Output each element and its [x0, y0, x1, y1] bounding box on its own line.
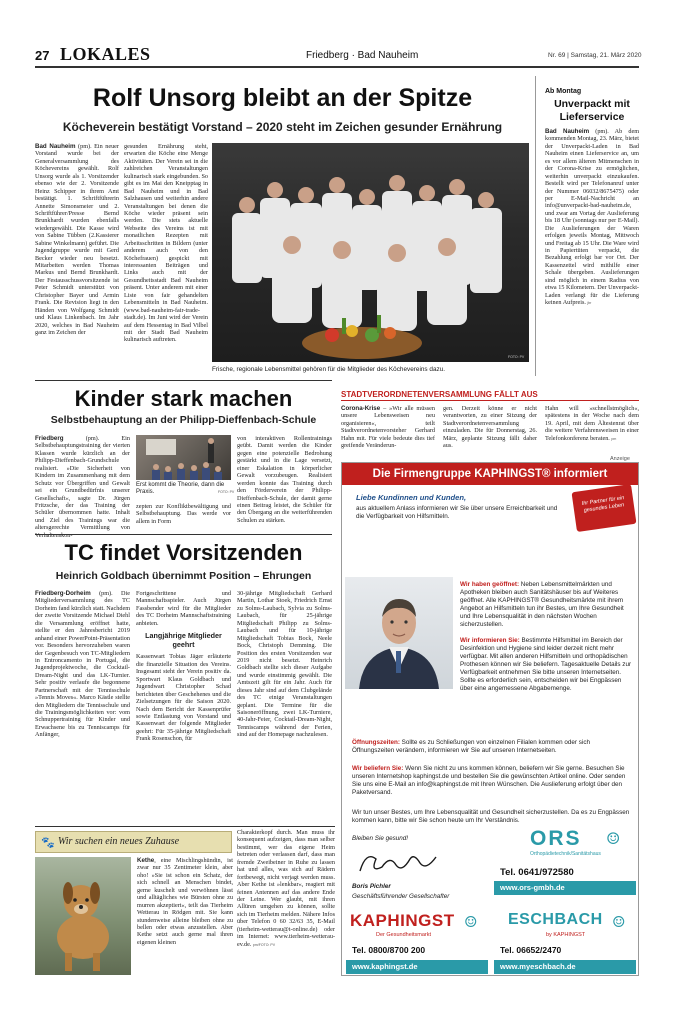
ad-signer-name: Boris Pichler: [352, 883, 391, 890]
article2-col1-text: (pm). Ein Selbstbehauptungstraining der vierten Klassen wurde kürzlich an der Philipp-Dieffenbach-Grundschule realisiert. »Die Sicherheit von Kindern im Zusammenhang mit dem Schutz vor Übergriffen und Gewalt sei ein Grundbedürfnis unserer Gesellschaft«, sagte Dr. Jürgen Fritzsche, der das Training der Schüler übernommen hatte. Inhalt und Ziel des Trainings war die altersgerechte Vermittlung von Verhaltenskon-: [35, 435, 130, 539]
ad-p2-head: Wir informieren Sie:: [460, 637, 520, 644]
article4-col2-text: gen. Derzeit könne er nicht verantworten, zu einer Sitzung der Stadtverordnetenversammlung einzuladen. Die für Donnerstag, 26. März, geplante Sitzung fällt daher aus.: [443, 405, 537, 450]
article4-col3: [545, 405, 639, 450]
ad-title-bar: [342, 463, 638, 485]
article3-dateline: Friedberg-Dorheim: [35, 590, 91, 597]
article3-top-rule: [35, 534, 332, 535]
article4-col2: [443, 405, 537, 450]
esch-web: www.myeschbach.de: [500, 962, 576, 971]
article1-col1: [35, 143, 119, 368]
ad-p2-wrap: [352, 637, 632, 693]
issue-number: Nr. 69: [548, 52, 566, 59]
pet-text1: , eine Mischlingshündin, ist zwar nur 35 Zentimeter klein, aber oho! »Sie ist schon ein Schatz, der sich schnell an Menschen bindet, gerne kuschelt und verwöhnen lässt und alltägliches wie Bürsten ohne zu murren akzeptiert«, teilt das Tierheim Wetterau in Rödgen mit. Sie kann stundenweise alleine bleiben ohne zu bellen oder etwas anzustellen. Aber Kethe setzt auch gerne mal ihren eigenen kleinen: [137, 857, 233, 946]
pet-col1: [137, 857, 233, 977]
ad-p4: [352, 765, 632, 797]
classroom-illustration: [136, 435, 231, 480]
ors-smile-icon: ☺: [606, 829, 621, 848]
article2-col2: [136, 503, 231, 528]
ad-title: Die Firmengruppe KAPHINGST® informiert: [372, 468, 608, 480]
pet-box: [35, 826, 335, 976]
article2-photo-credit: FOTO: PV: [218, 490, 235, 494]
article4-dateline: Corona-Krise: [341, 405, 381, 412]
ad-closing: Wir tun unser Bestes, um Ihre Lebensqualität und Gesundheit sicherzustellen. Da es zu Engpässen kommen kann, bitte wir Sie schon heute um Ihr Verständnis.: [352, 809, 630, 825]
esch-phone: Tel. 06652/2470: [500, 945, 562, 955]
article1-dateline: Bad Nauheim: [35, 143, 76, 150]
kap-subtitle: Der Gesundheitsmarkt: [376, 932, 432, 938]
article4-col1-text: – »Wir alle müssen unsere Lebensweisen neu organisieren«, teilt Stadtverordnetenvorsteher Gerhard Hahn mit. Für viele bedeute dies tief greifende Veränderun-: [341, 405, 435, 450]
ad-intro: aus aktuellem Anlass informieren wir Sie über unsere Erreichbarkeit und die Verfügbarkeit von Hilfsmitteln.: [356, 505, 558, 521]
sidebar-headline: Unverpackt mit Lieferservice: [554, 98, 630, 123]
article3-col1: [35, 590, 130, 822]
article2-photo-caption: Erst kommt die Theorie, dann die Praxis.: [136, 482, 225, 496]
esch-logo-text: ESCHBACH: [508, 911, 603, 928]
sidebar-dateline: Bad Nauheim: [545, 128, 590, 135]
article3-col2a-text: Fortgeschrittene und Mannschaftsspieler. Auch Jürgen Fassbender wird für die Mitglieder des TC Dorheim Mannschaftstraining anbieten.: [136, 590, 231, 627]
ad-p2-text: Bestimmte Hilfsmittel im Bereich der Desinfektion und Hygiene sind leider derzeit nicht mehr verfügbar. Mit allen anderen Hilfsmitteln und orthopädischen Prothesen können wir Sie beliefern. Tagesaktuelle Details zur Verfügbarkeit entnehmen Sie bitte unseren Internetseiten. Sollte es erforderlich sein, entscheiden wir bei Engpässen über eine angemessene Abgabemenge.: [460, 637, 632, 693]
ad-p3-head: Öffnungszeiten:: [352, 739, 400, 746]
article2-col2-text: zepten zur Konfliktbewältigung und Selbstbehauptung. Das werde vor allem in Form: [136, 503, 231, 525]
ad-label: Anzeige: [610, 456, 630, 462]
article1-photo-caption: Frische, regionale Lebensmittel gehören für die Mitglieder des Köchevereins dazu.: [212, 366, 446, 373]
sidebar-kicker: Ab Montag: [545, 88, 582, 95]
signature-icon: [356, 845, 446, 881]
ad-badge-text: Ihr Partner für ein gesundes Leben: [581, 495, 625, 514]
header-location: Friedberg · Bad Nauheim: [306, 50, 419, 61]
ad-greeting: Liebe Kundinnen und Kunden,: [356, 493, 467, 502]
kap-logo-text: KAPHINGST: [350, 911, 455, 930]
ad-p4-head: Wir beliefern Sie:: [352, 765, 404, 772]
esch-logo-block: [494, 909, 636, 943]
sidebar-divider: [535, 76, 536, 376]
kap-web-bar: [346, 960, 488, 974]
pet-photo: [35, 857, 131, 975]
article1-subheadline: Köcheverein bestätigt Vorstand – 2020 steht im Zeichen gesunder Ernährung: [62, 120, 503, 134]
ad-p1: [460, 581, 632, 629]
article2-photo: [136, 435, 231, 480]
article1-photo-credit: FOTO: PV: [508, 355, 525, 359]
article3-headline: TC findet Vorsitzenden: [64, 540, 303, 565]
article1-photo: [212, 143, 529, 362]
ors-web: www.ors-gmbh.de: [500, 883, 565, 892]
pet-banner-text: Wir suchen ein neues Zuhause: [58, 836, 180, 847]
header-issue: Nr. 69 | Samstag, 21. März 2020: [548, 52, 642, 59]
ors-logo-text: ORS: [530, 827, 582, 850]
article1-col2: [124, 143, 208, 368]
ad-regards: Bleiben Sie gesund!: [352, 835, 409, 842]
pet-banner: [35, 831, 232, 853]
sidebar-credit: jbr: [587, 301, 592, 306]
ors-subtitle: Orthopädietechnik/Sanitätshaus: [530, 851, 601, 857]
article4-col1: [341, 405, 435, 450]
ors-logo-block: [494, 825, 636, 865]
kap-logo-block: [346, 909, 488, 943]
article2-headline: Kinder stark machen: [74, 386, 293, 411]
esch-subtitle: by KAPHINGST: [546, 932, 586, 938]
ad-p1-head: Wir haben geöffnet:: [460, 581, 520, 588]
article2-col3-text: von interaktiven Rollentrainings geübt. Damit werden die Kinder gegen eine potenzielle Bedrohung gestärkt und in die Lage versetzt, einer Eskalation in körperlicher Gewalt vorzubeugen. Realisiert werden konnte das Training durch den Förderverein der Philipp-Dieffenbach-Schule, der damit gerne einen Beitrag leistet, die Schüler für den Übergang an die weiterführenden Schulen zu stärken.: [237, 435, 332, 524]
article4-credit: pm: [611, 436, 617, 441]
pet-col2: [237, 829, 335, 977]
sidebar-body: [545, 128, 639, 370]
ad-p1-text: Neben Lebensmittelmärkten und Apotheken bleiben auch Sanitätshäuser bis auf Weiteres geöffnet. Alle KAPHINGST® Gesundheitsmärkte mit ihrem Angebot an Hilfsmitteln tun ihr Bestes, um Ihre Gesundheit und Ihre Lebensqualität in den nächsten Wochen sicherzustellen.: [460, 581, 624, 629]
article2-top-rule: [35, 380, 332, 381]
article1-col1-text: (pm). Ein neuer Vorstand wurde bei der Generalversammlung des Köchevereins gewählt. Rolf Unsorg wurde als 1. Vorsitzender ebenso wie der 2. Vorsitzende Heinz Schipper in ihrem Amt bestätigt. 1. Schriftführerin Annette Simonsmeier und 2. Schriftführer/Presse Bernd Brunkhardt wurden ebenfalls wiedergewählt. Die Kasse wird von Sabine Tübben (2.Kassierer Sabine Winkelmann) geführt. Die Jugendgruppe wurde mit Gerd Becker wieder neu besetzt. Mitarbeiten werden Thomas Markus und Bernd Brunkhardt. Der Festausschussvorsitzende ist Peter Schmidt unterstützt von Christopher Bayer und Armin Frank. Die Revision liegt in den Händen von Wolfgang Schmidt und Klaus Linkenbach. Im Jahr 2020, welches in Bad Nauheim ganz im Zeichen der: [35, 143, 119, 336]
article3-col2: [136, 590, 231, 822]
article4-kicker: STADTVERORDNETENVERSAMMLUNG FÄLLT AUS: [341, 390, 538, 399]
kap-web: www.kaphingst.de: [352, 962, 418, 971]
ad-box: [341, 462, 639, 976]
article3-subheadline: Heinrich Goldbach übernimmt Position – Ehrungen: [55, 570, 312, 582]
esch-smile-icon: ☺: [612, 913, 626, 931]
ad-p3-text: Sollte es zu Schließungen von einzelnen Filialen kommen oder sich Öffnungszeiten verändern, informieren wir Sie auf unseren Internetseiten.: [352, 739, 590, 755]
article3-col2-subhead: Langjährige Mitglieder geehrt: [145, 631, 222, 649]
ad-p3: [352, 739, 632, 755]
sidebar-text: (pm). Ab dem kommenden Montag, 23. März, bietet der Unverpackt-Laden in Bad Nauheim einen Lieferservice an, um es vor allem älteren Mitmenschen in der Corona-Krise zu ermöglichen, weiterhin unverpackt einzukaufen. Bestellt wird per Telefonanruf unter der Nummer 06032/8675475) oder per E-Mail-Nachricht an info@unverpackt-bad-nauheim.de, und zwar am Vortag der Auslieferung bis 18 Uhr (sonntags nur per E-Mail). Die Auslieferungen der Waren erfolgen jeweils Montag, Mittwoch und Freitag ab 15 Uhr. Die Ware wird in Papiertüten verpackt, die Bezahlung erfolgt bar vor Ort. Der Kassenzettel wird mithilfe einer Schale übergeben. Auslieferungen sind möglich in einem Radius von etwa 15 Kilometern. Der Unverpackt-Laden verlangt für die Lieferung keinen Aufpreis.: [545, 128, 640, 307]
esch-web-bar: [494, 960, 636, 974]
pet-credit: pm/FOTO: PV: [252, 942, 276, 947]
article4-col3-text: Hahn will »schnellstmöglich«, spätestens in der Woche nach dem 19. April, mit dem Ältestenrat über die weitere Verfahrensweisen in einer Telefonkonferenz beraten.: [545, 405, 639, 442]
ors-web-bar: [494, 881, 636, 895]
article2-col1: [35, 435, 130, 539]
article3-col3-text: 30-jährige Mitgliedschaft Gerhard Martin, Lothar Stoek, Friedrich Ernst zu Solms-Laubach, Sylvia zu Solms-Laubach, für 25-jährige Mitgliedschaft Philipp zu Solms-Laubach und für 10-jährige Mitgliedschaft Tobias Bock, Neele Bock, Christoph Demming. Die Position des ersten Vorsitzenden war 2019 nicht besetzt. Heinrich Goldbach stellte sich dieser Aufgabe und wurde einstimmig gewählt. Die Amtszeit gilt für ein Jahr. Auch für dieses Jahr sind auf dem Clubgelände des TC einige Veranstaltungen geplant. Die Termine für die Saisoneröffnung, zwei LK-Turniere, 40-Jahr-Feier, Cocktail-Dream-Night, Tenniscamps während der Ferien, sind auf der Homepage nachzulesen.: [237, 590, 332, 739]
article1-headline: Rolf Unsorg bleibt an der Spitze: [92, 84, 473, 112]
ad-badge: [572, 484, 637, 532]
article1-col2-text: gesunden Ernährung steht, erwarten die Köche eine Menge Aktivitäten. Der Verein sei in die zahlreichen Veranstaltungen kulinarisch stark eingebunden. So gibt es im Mai den Kneipptag in Bad Nauheim und in Bad Salzhausen und weiterhin andere Veranstaltungen bei denen die Köche wieder präsent sein werden. Die stets aktuelle Webseite des Vereins ist mit monatlichen Rezepten mit Arbeitsschritten in Bildern (unter anderem auch von den Köchefrauen) gespickt mit interessanten Beiträgen und Links auch mit der Gesundheitsstadt Bad Nauheim präsent. Unter anderem mit einer Liste von fair gehandelten Lebensmitteln in Bad Nauheim.(www.bad-nauheim-fair-trade-stadt.de). Im Juni wird der Verein auf dem Hessentag in Bad Vilbel mit der Stadt Bad Nauheim kulinarisch auftreten.: [124, 143, 208, 344]
kap-phone: Tel. 0800/8700 200: [352, 945, 426, 955]
pet-name: Kethe: [137, 857, 155, 864]
article2-dateline: Friedberg: [35, 435, 64, 442]
article4-rule: [341, 400, 639, 401]
ors-phone: Tel. 0641/972580: [500, 867, 574, 878]
header-rule: [35, 66, 639, 68]
chefs-group-illustration: [212, 143, 529, 362]
kap-smile-icon: ☺: [464, 913, 478, 931]
article2-subheadline: Selbstbehauptung an der Philipp-Dieffenbach-Schule: [50, 414, 317, 426]
article3-col1-text: (pm). Die Mitgliederversammlung des TC Dorheim fand kürzlich statt. Nachdem der zweite Vorsitzende Michael Diehl die Versammlung eröffnet hatte, stellte er den Jahresbericht 2019 anhand einer PowerPoint-Präsentation vor. Besonders hervorzuheben waren der Gegenbesuch von TC-Mitgliedern in Entroncamento in Portugal, die Jugendprojektwoche, die Cocktail-Dream-Night und das LK-Turnier. Sehr positiv verlaufe die begonnene Partnerschaft mit der Tennisschule »Tennis Moves«. Marco Kästle stellte den Mitgliedern die Tennisschule und die Trainingsmöglichkeiten vor: vom Schnuppertraining für Kinder und Erwachsene bis zu Tenniscamps für Anfänger,: [35, 590, 131, 739]
section-title: LOKALES: [60, 44, 151, 64]
article2-col3: [237, 435, 332, 528]
pet-text2: Charakterkopf durch. Man muss ihr konsequent aufzeigen, dass man selber bestimmt, wer das eigene Heim betreten oder verlassen darf, dass man fremde Zweibeiner in Ruhe zu lassen hat und alles, was sich auf Rädern fortbewegt, nicht verjagt werden muss. Aber Kethe ist »lenkbar«, reagiert mit feinen Antennen auf das andere Ende der Leine. Wer glaubt, mit ihren Allüren umgehen zu können, sollte sich im Tierheim melden. Nähere Infos über Telefon 0 60 32/63 35, E-Mail (tierheim-wetterau@t-online.de) oder im Internet: www.tierheim-wetterau-ev.de.: [237, 829, 335, 948]
dog-illustration: [35, 857, 131, 975]
ad-p2: [352, 637, 632, 693]
paw-icon: 🐾: [41, 836, 55, 849]
ad-signer-title: Geschäftsführender Gesellschafter: [352, 893, 450, 900]
issue-date: Samstag, 21. März 2020: [570, 52, 642, 59]
ad-p4-text: Wenn Sie nicht zu uns kommen können, beliefern wir Sie gerne. Besuchen Sie unseren Internetshop kaphingst.de und bestellen Sie die gewünschten Artikel online. Oder senden Sie uns eine E-Mail an info@kaphingst.de mit Ihren Wünschen. Die Auslieferung erfolgt über den Paketversand.: [352, 765, 626, 797]
article3-col2b-text: Kassenwart Tobias Jäger erläuterte die finanzielle Situation des Vereins. Insgesamt steht der Verein positiv da. Sportwart Klaus Goldbach und Jugendwart Christopher Schad berichteten über Geschehenes und die Zielsetzungen für die Saison 2020. Nach dem Bericht der Kassenprüfer sowie Entlastung von Vorstand und Kassenwart der folgende Mitglieder geehrt: Für 35-jährige Mitgliedschaft Frank Rosenschon, für: [136, 653, 231, 743]
article3-col3: [237, 590, 332, 822]
page-number: 27: [35, 48, 50, 63]
